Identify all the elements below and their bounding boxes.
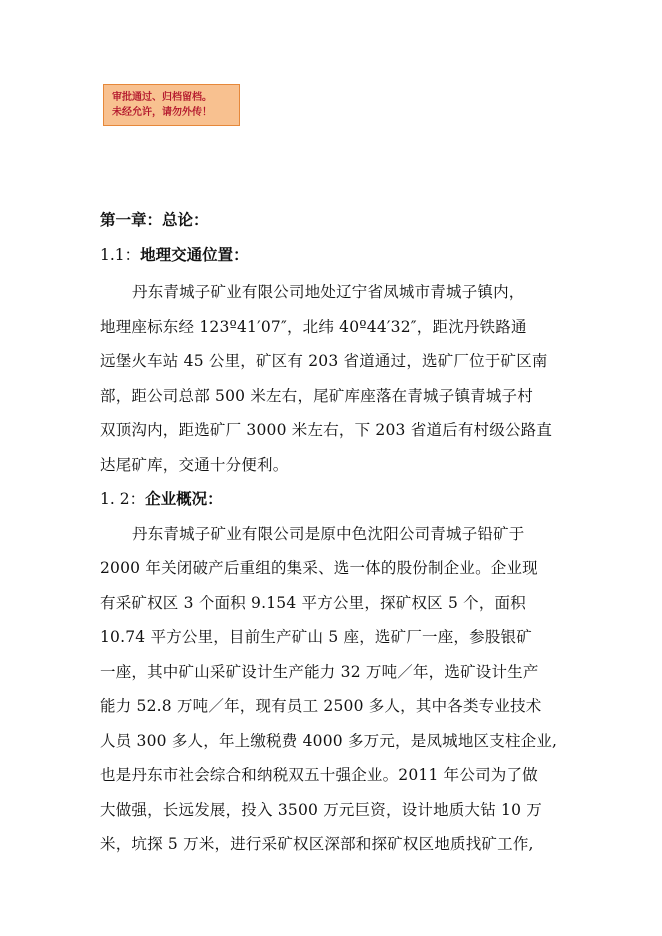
- chapter-title: 第一章：总论：: [100, 211, 209, 229]
- paragraph-line: 10.74 平方公里，目前生产矿山 5 座，选矿厂一座，参股银矿: [100, 628, 532, 646]
- paragraph-line: 丹东青城子矿业有限公司是原中色沈阳公司青城子铅矿于: [132, 525, 525, 543]
- paragraph-line: 有采矿权区 3 个面积 9.154 平方公里，探矿权区 5 个，面积: [100, 594, 526, 612]
- paragraph-line: 丹东青城子矿业有限公司地处辽宁省凤城市青城子镇内，: [132, 283, 525, 301]
- paragraph-line: 2000 年关闭破产后重组的集采、选一体的股份制企业。企业现: [100, 559, 538, 577]
- section-2-heading: [100, 487, 223, 509]
- paragraph-line: 人员 300 多人，年上缴税费 4000 多万元，是凤城地区支柱企业,: [100, 732, 558, 750]
- paragraph-line: 远堡火车站 45 公里，矿区有 203 省道通过，选矿厂位于矿区南: [100, 352, 548, 370]
- stamp-line-2: 未经允许，请勿外传！: [112, 107, 212, 118]
- section-1-number: 1.1：: [100, 246, 141, 264]
- paragraph-line: 部，距公司总部 500 米左右，尾矿库座落在青城子镇青城子村: [100, 387, 533, 405]
- section-2-number: 1. 2：: [100, 490, 146, 508]
- section-1-title: 地理交通位置：: [140, 246, 249, 264]
- paragraph-line: 也是丹东市社会综合和纳税双五十强企业。2011 年公司为了做: [100, 766, 538, 784]
- paragraph-line: 能力 52.8 万吨／年，现有员工 2500 多人，其中各类专业技术: [100, 697, 542, 715]
- paragraph-line: 一座，其中矿山采矿设计生产能力 32 万吨／年，选矿设计生产: [100, 663, 539, 681]
- paragraph-line: 大做强，长远发展，投入 3500 万元巨资，设计地质大钻 10 万: [100, 801, 542, 819]
- approval-stamp: [103, 84, 240, 126]
- paragraph-line: 地理座标东经 123º41′07″，北纬 40º44′32″，距沈丹铁路通: [100, 318, 527, 336]
- section-2-title: 企业概况：: [145, 490, 223, 508]
- paragraph-line: 米，坑探 5 万米，进行采矿权区深部和探矿权区地质找矿工作,: [100, 835, 534, 853]
- paragraph-line: 达尾矿库，交通十分便利。: [100, 456, 289, 474]
- paragraph-line: 双顶沟内，距选矿厂 3000 米左右，下 203 省道后有村级公路直: [100, 421, 553, 439]
- section-1-heading: [100, 243, 249, 265]
- stamp-line-1: 审批通过、归档留档。: [112, 92, 212, 103]
